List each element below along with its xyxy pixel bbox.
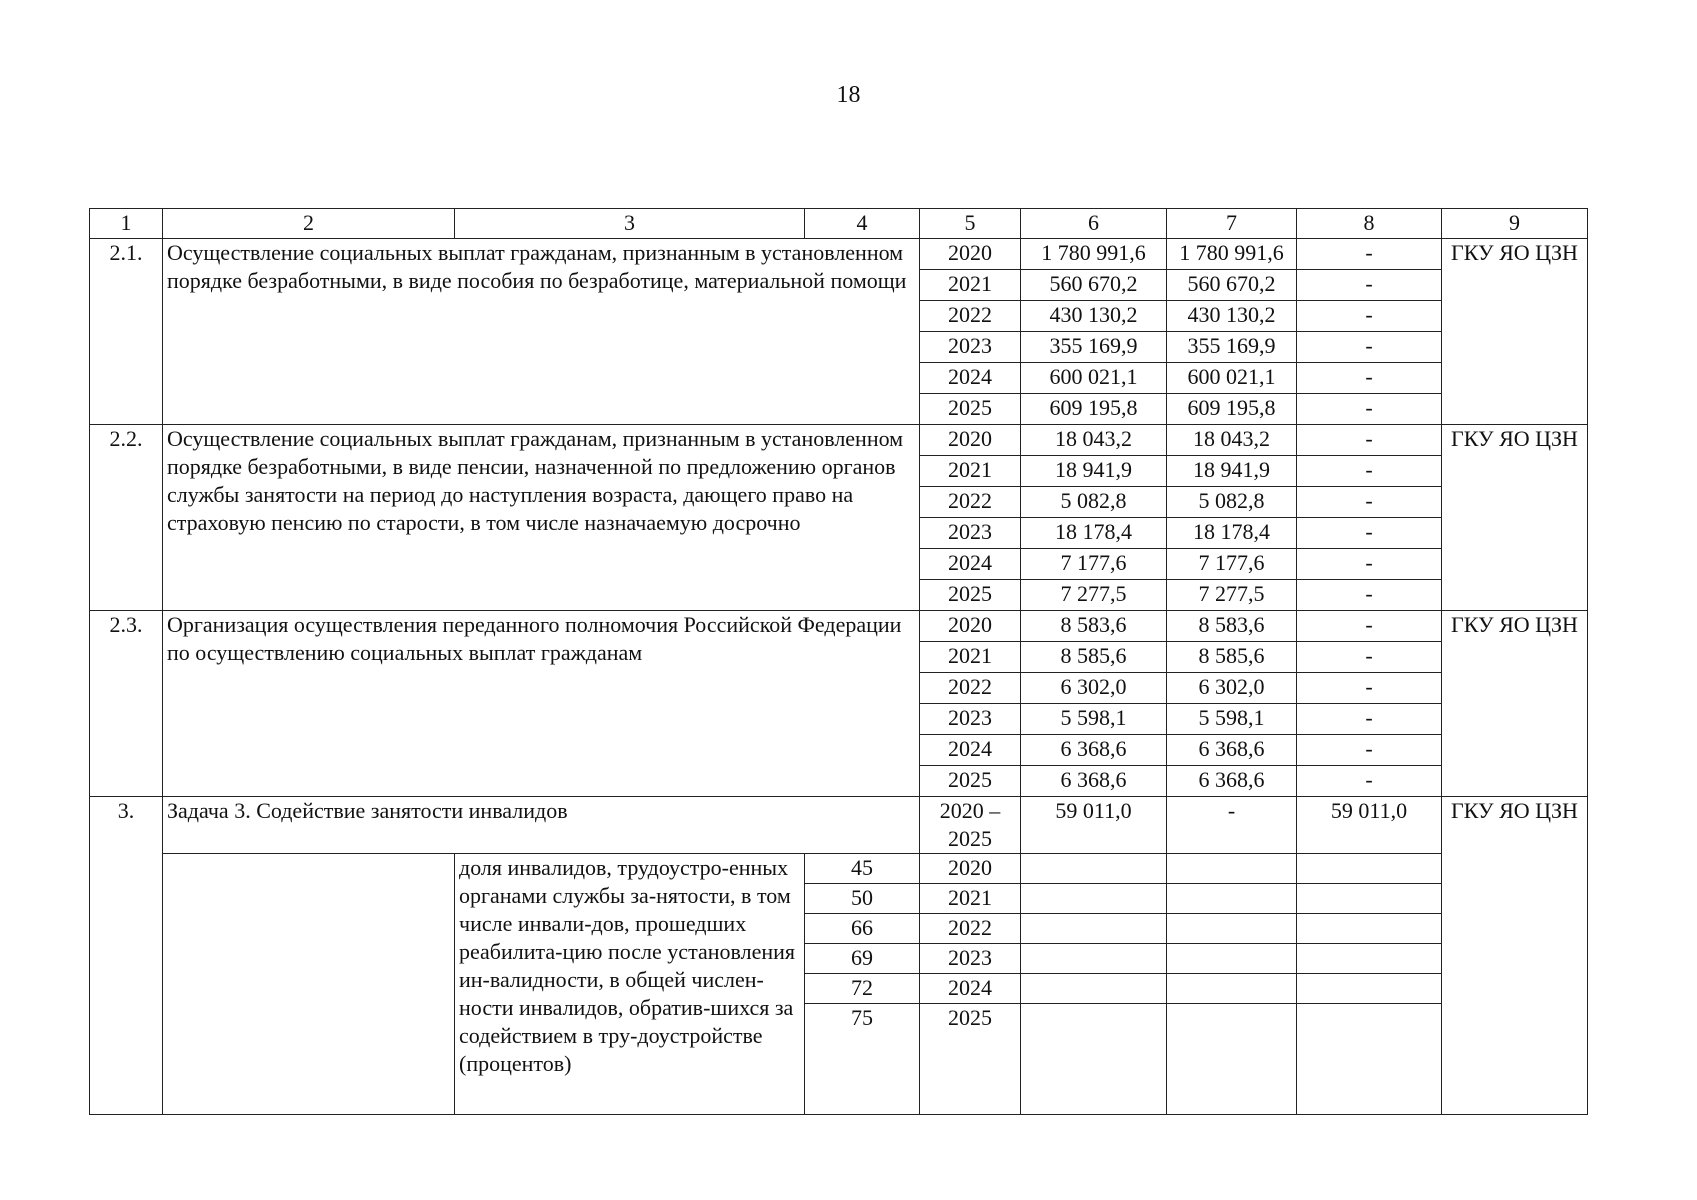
amount-regional-cell: 6 302,0 <box>1167 673 1297 704</box>
amount-regional-cell: 6 368,6 <box>1167 735 1297 766</box>
indicator-blank-cell <box>1167 1004 1297 1115</box>
indicator-year-row <box>90 854 1588 884</box>
executor-cell: ГКУ ЯО ЦЗН <box>1442 239 1588 425</box>
amount-total-cell: 18 043,2 <box>1021 425 1167 456</box>
indicator-year: 2021 <box>920 884 1021 914</box>
amount-regional-cell: 8 585,6 <box>1167 642 1297 673</box>
column-number: 4 <box>805 209 920 239</box>
indicator-blank-cell <box>1167 944 1297 974</box>
measure-description: Осуществление социальных выплат гражданам, признанным в установленном порядке безработными, в виде пенсии, назначенной по предложению органов службы занятости на период до наступления возраста, дающего право на страховую пенсию по старости, в том числе назначаемую досрочно <box>163 425 920 611</box>
year-cell: 2021 <box>920 270 1021 301</box>
amount-total-cell: 5 082,8 <box>1021 487 1167 518</box>
amount-federal-cell: - <box>1297 394 1442 425</box>
year-cell: 2023 <box>920 518 1021 549</box>
indicator-target-value: 72 <box>805 974 920 1004</box>
measure-description: Организация осуществления переданного полномочия Российской Федерации по осуществлению социальных выплат гражданам <box>163 611 920 797</box>
indicator-blank-cell <box>1297 854 1442 884</box>
amount-federal-cell: - <box>1297 611 1442 642</box>
column-number-row <box>90 209 1588 239</box>
task-row <box>90 797 1588 854</box>
indicator-blank-cell <box>1021 854 1167 884</box>
measure-number: 2.2. <box>90 425 163 611</box>
indicator-blank-cell <box>1167 974 1297 1004</box>
amount-total-cell: 8 583,6 <box>1021 611 1167 642</box>
indicator-blank-cell <box>1021 884 1167 914</box>
amount-total-cell: 355 169,9 <box>1021 332 1167 363</box>
measure-description: Осуществление социальных выплат гражданам, признанным в установленном порядке безработными, в виде пособия по безработице, материальной помощи <box>163 239 920 425</box>
amount-regional-cell: 430 130,2 <box>1167 301 1297 332</box>
amount-federal-cell: - <box>1297 642 1442 673</box>
year-cell: 2021 <box>920 456 1021 487</box>
measure-year-row <box>90 239 1588 270</box>
amount-total-cell: 6 302,0 <box>1021 673 1167 704</box>
amount-federal-cell: - <box>1297 549 1442 580</box>
year-cell: 2022 <box>920 487 1021 518</box>
amount-federal-cell: - <box>1297 673 1442 704</box>
column-number: 8 <box>1297 209 1442 239</box>
amount-regional-cell: 18 178,4 <box>1167 518 1297 549</box>
amount-total-cell: 8 585,6 <box>1021 642 1167 673</box>
indicator-blank-cell <box>1021 974 1167 1004</box>
amount-regional-cell: 6 368,6 <box>1167 766 1297 797</box>
amount-regional-cell: 560 670,2 <box>1167 270 1297 301</box>
amount-federal-cell: - <box>1297 456 1442 487</box>
amount-total-cell: 5 598,1 <box>1021 704 1167 735</box>
task-number: 3. <box>90 797 163 1115</box>
amount-federal-cell: - <box>1297 301 1442 332</box>
amount-regional-cell: 18 043,2 <box>1167 425 1297 456</box>
year-cell: 2020 <box>920 611 1021 642</box>
amount-federal-cell: - <box>1297 518 1442 549</box>
amount-federal-cell: - <box>1297 580 1442 611</box>
task-regional-cell: - <box>1167 797 1297 854</box>
executor-cell: ГКУ ЯО ЦЗН <box>1442 425 1588 611</box>
amount-regional-cell: 5 082,8 <box>1167 487 1297 518</box>
column-number: 3 <box>455 209 805 239</box>
program-table <box>89 208 1588 1115</box>
amount-total-cell: 1 780 991,6 <box>1021 239 1167 270</box>
year-cell: 2022 <box>920 673 1021 704</box>
column-number: 9 <box>1442 209 1588 239</box>
indicator-year: 2023 <box>920 944 1021 974</box>
amount-regional-cell: 1 780 991,6 <box>1167 239 1297 270</box>
amount-total-cell: 18 941,9 <box>1021 456 1167 487</box>
amount-total-cell: 6 368,6 <box>1021 766 1167 797</box>
year-cell: 2024 <box>920 549 1021 580</box>
amount-regional-cell: 5 598,1 <box>1167 704 1297 735</box>
year-cell: 2025 <box>920 394 1021 425</box>
year-cell: 2020 <box>920 239 1021 270</box>
year-cell: 2025 <box>920 766 1021 797</box>
amount-federal-cell: - <box>1297 766 1442 797</box>
amount-total-cell: 7 177,6 <box>1021 549 1167 580</box>
indicator-empty-cell <box>163 854 455 1115</box>
indicator-blank-cell <box>1297 944 1442 974</box>
amount-federal-cell: - <box>1297 487 1442 518</box>
indicator-year: 2025 <box>920 1004 1021 1115</box>
page-number: 18 <box>836 82 861 108</box>
amount-total-cell: 7 277,5 <box>1021 580 1167 611</box>
amount-federal-cell: - <box>1297 363 1442 394</box>
year-cell: 2025 <box>920 580 1021 611</box>
column-number: 5 <box>920 209 1021 239</box>
indicator-year: 2020 <box>920 854 1021 884</box>
measure-number: 2.3. <box>90 611 163 797</box>
year-cell: 2020 <box>920 425 1021 456</box>
year-cell: 2023 <box>920 332 1021 363</box>
amount-regional-cell: 18 941,9 <box>1167 456 1297 487</box>
indicator-target-value: 75 <box>805 1004 920 1115</box>
indicator-blank-cell <box>1021 944 1167 974</box>
year-cell: 2023 <box>920 704 1021 735</box>
indicator-blank-cell <box>1297 914 1442 944</box>
amount-federal-cell: - <box>1297 332 1442 363</box>
amount-total-cell: 430 130,2 <box>1021 301 1167 332</box>
amount-federal-cell: - <box>1297 735 1442 766</box>
year-cell: 2024 <box>920 735 1021 766</box>
indicator-target-value: 69 <box>805 944 920 974</box>
amount-total-cell: 560 670,2 <box>1021 270 1167 301</box>
indicator-target-value: 45 <box>805 854 920 884</box>
amount-regional-cell: 600 021,1 <box>1167 363 1297 394</box>
indicator-target-value: 66 <box>805 914 920 944</box>
task-total-cell: 59 011,0 <box>1021 797 1167 854</box>
column-number: 6 <box>1021 209 1167 239</box>
amount-total-cell: 600 021,1 <box>1021 363 1167 394</box>
indicator-year: 2022 <box>920 914 1021 944</box>
column-number: 2 <box>163 209 455 239</box>
indicator-blank-cell <box>1021 914 1167 944</box>
indicator-description: доля инвалидов, трудоустро-енных органами службы за-нятости, в том числе инвали-дов, прошедших реабилита-цию после установления ин-валидности, в общей числен-ности инвалидов, обратив-шихся за содействием в тру-доустройстве (процентов) <box>455 854 805 1115</box>
indicator-blank-cell <box>1021 1004 1167 1115</box>
measure-year-row <box>90 425 1588 456</box>
amount-regional-cell: 609 195,8 <box>1167 394 1297 425</box>
indicator-blank-cell <box>1167 884 1297 914</box>
indicator-blank-cell <box>1167 854 1297 884</box>
column-number: 7 <box>1167 209 1297 239</box>
amount-regional-cell: 7 177,6 <box>1167 549 1297 580</box>
column-number: 1 <box>90 209 163 239</box>
indicator-blank-cell <box>1297 884 1442 914</box>
amount-federal-cell: - <box>1297 239 1442 270</box>
year-cell: 2021 <box>920 642 1021 673</box>
executor-cell: ГКУ ЯО ЦЗН <box>1442 611 1588 797</box>
year-cell: 2022 <box>920 301 1021 332</box>
amount-federal-cell: - <box>1297 270 1442 301</box>
year-cell: 2024 <box>920 363 1021 394</box>
amount-regional-cell: 8 583,6 <box>1167 611 1297 642</box>
amount-regional-cell: 355 169,9 <box>1167 332 1297 363</box>
amount-total-cell: 6 368,6 <box>1021 735 1167 766</box>
indicator-target-value: 50 <box>805 884 920 914</box>
amount-federal-cell: - <box>1297 704 1442 735</box>
task-executor-cell: ГКУ ЯО ЦЗН <box>1442 797 1588 1115</box>
task-title: Задача 3. Содействие занятости инвалидов <box>163 797 920 854</box>
amount-federal-cell: - <box>1297 425 1442 456</box>
task-federal-cell: 59 011,0 <box>1297 797 1442 854</box>
amount-total-cell: 609 195,8 <box>1021 394 1167 425</box>
indicator-blank-cell <box>1167 914 1297 944</box>
indicator-blank-cell <box>1297 1004 1442 1115</box>
amount-regional-cell: 7 277,5 <box>1167 580 1297 611</box>
measure-number: 2.1. <box>90 239 163 425</box>
amount-total-cell: 18 178,4 <box>1021 518 1167 549</box>
indicator-blank-cell <box>1297 974 1442 1004</box>
task-period: 2020 – 2025 <box>920 797 1021 854</box>
indicator-year: 2024 <box>920 974 1021 1004</box>
measure-year-row <box>90 611 1588 642</box>
